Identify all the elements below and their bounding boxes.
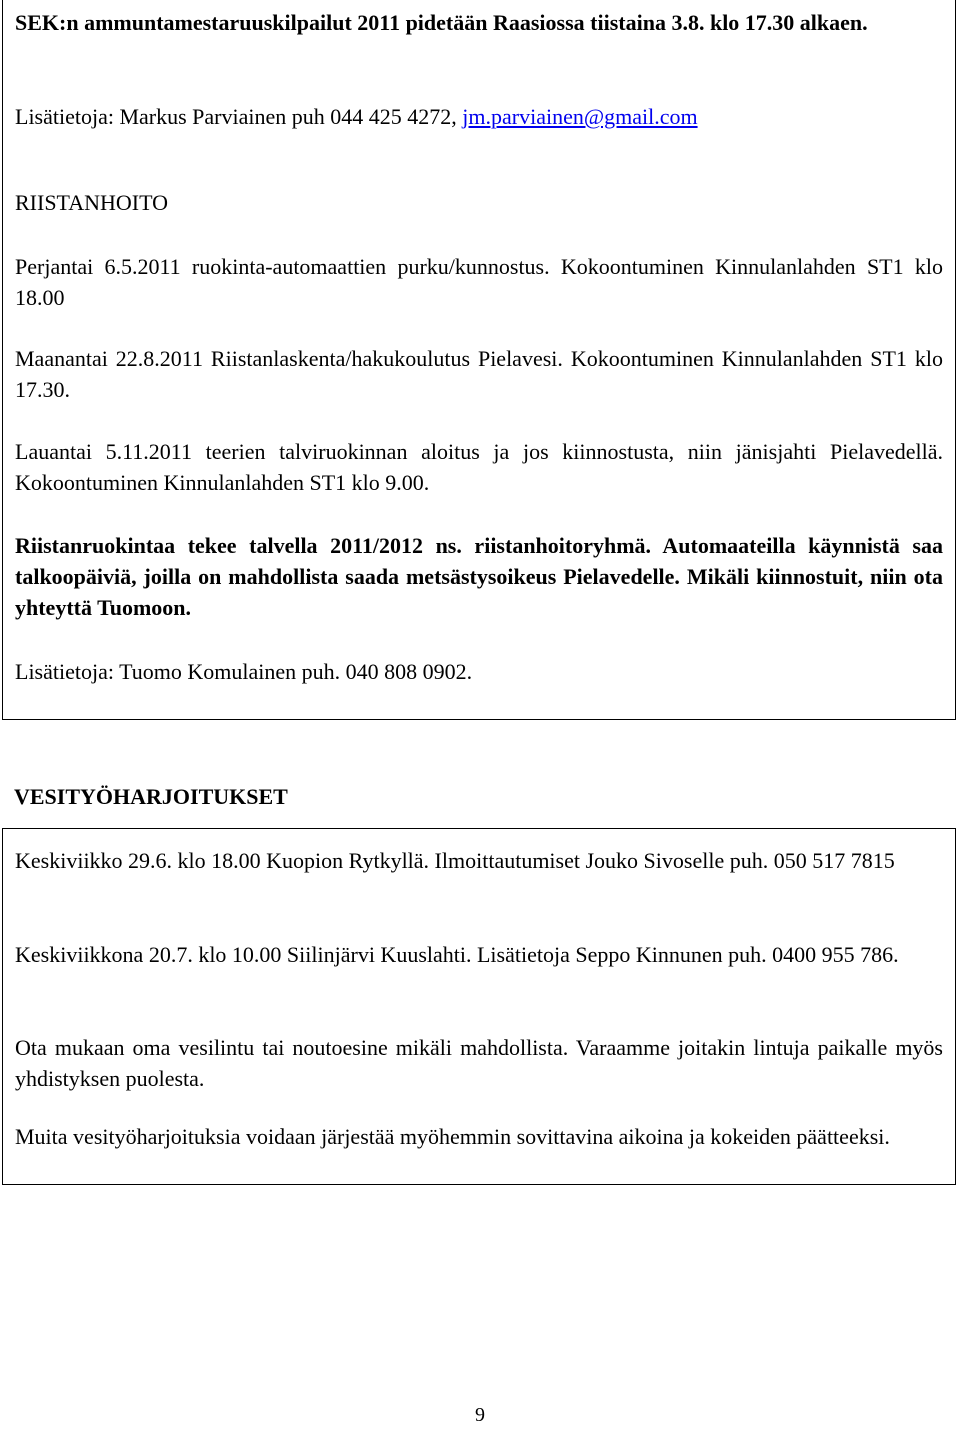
championship-contact (15, 101, 943, 132)
championship-contact-text: Lisätietoja: Markus Parviainen puh 044 425 4272, (15, 104, 463, 129)
riistanhoito-box (2, 0, 956, 720)
training-paragraph-2: Keskiviikkona 20.7. klo 10.00 Siilinjärvi Kuuslahti. Lisätietoja Seppo Kinnunen puh. 0400 955 786. (15, 942, 899, 967)
riistanhoito-contact: Lisätietoja: Tuomo Komulainen puh. 040 808 0902. (15, 659, 473, 684)
training-paragraph-4: Muita vesityöharjoituksia voidaan järjestää myöhemmin sovittavina aikoina ja kokeiden päätteeksi. (15, 1124, 890, 1149)
vesityoharjoitukset-box (2, 828, 956, 1185)
training-paragraph-1: Keskiviikko 29.6. klo 18.00 Kuopion Rytkyllä. Ilmoittautumiset Jouko Sivoselle puh. 050 517 7815 (15, 848, 895, 873)
section-heading-riistanhoito: RIISTANHOITO (15, 190, 169, 215)
event-paragraph-3: Lauantai 5.11.2011 teerien talviruokinnan aloitus ja jos kiinnostusta, niin jänisjahti Pielavedellä. Kokoontuminen Kinnulanlahden ST1 klo 9.00. (15, 439, 943, 495)
championship-announcement: SEK:n ammuntamestaruuskilpailut 2011 pidetään Raasiossa tiistaina 3.8. klo 17.30 alkaen. (15, 10, 868, 35)
event-paragraph-1: Perjantai 6.5.2011 ruokinta-automaattien purku/kunnostus. Kokoontuminen Kinnulanlahden ST1 klo 18.00 (15, 254, 943, 310)
event-paragraph-2: Maanantai 22.8.2011 Riistanlaskenta/hakukoulutus Pielavesi. Kokoontuminen Kinnulanlahden ST1 klo 17.30. (15, 346, 943, 402)
page-number: 9 (475, 1404, 485, 1426)
training-paragraph-3: Ota mukaan oma vesilintu tai noutoesine mikäli mahdollista. Varaamme joitakin lintuja paikalle myös yhdistyksen puolesta. (15, 1035, 943, 1091)
feeding-group-notice: Riistanruokintaa tekee talvella 2011/2012 ns. riistanhoitoryhmä. Automaateilla käynnistä saa talkoopäiviä, joilla on mahdollista saada metsästysoikeus Pielavedelle. Mikäli kiinnostuit, niin ota yhteyttä Tuomoon. (15, 533, 943, 620)
email-link[interactable]: jm.parviainen@gmail.com (462, 104, 698, 129)
section-heading-vesityoharjoitukset: VESITYÖHARJOITUKSET (14, 784, 288, 809)
